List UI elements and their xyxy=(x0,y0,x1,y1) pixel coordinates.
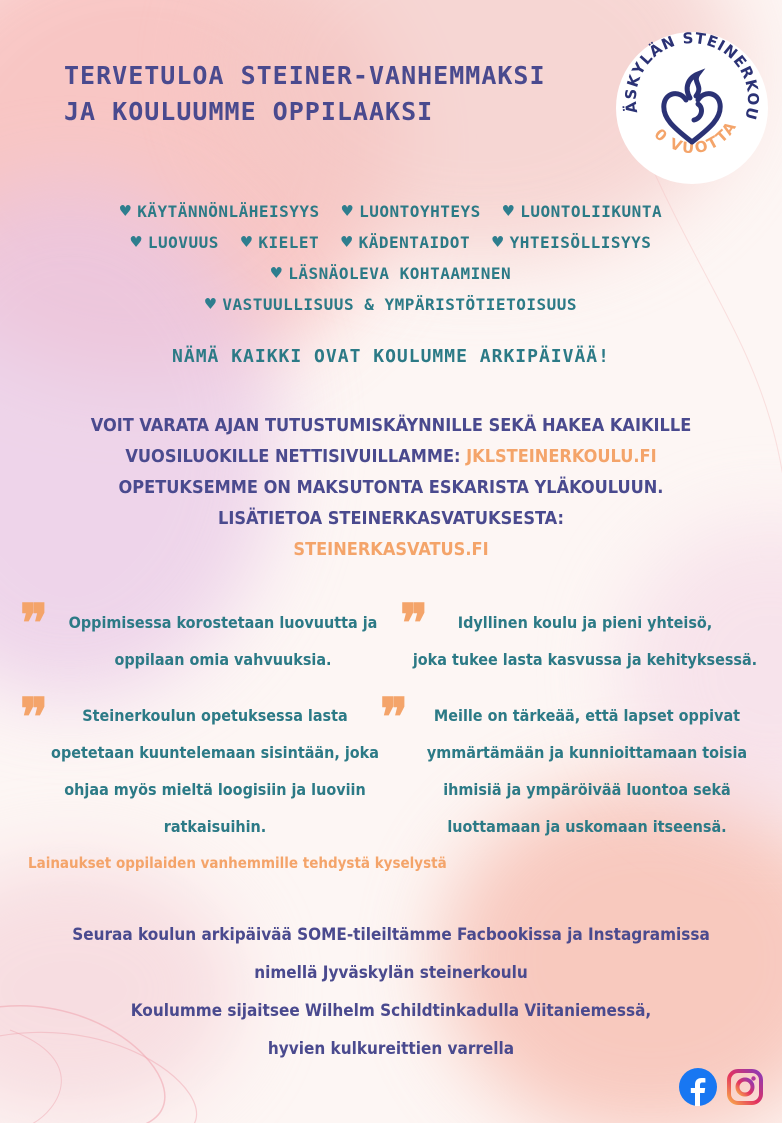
follow-line: hyvien kulkureittien varrella xyxy=(267,1039,515,1059)
values-row xyxy=(20,227,762,258)
quotes-source: Lainaukset oppilaiden vanhemmille tehdystä kyselystä xyxy=(28,854,447,872)
title-line-1: TERVETULOA STEINER-VANHEMMAKSI xyxy=(64,61,546,90)
visit-info xyxy=(40,410,742,565)
follow-info xyxy=(20,916,762,1068)
quote-line: ihmisiä ja ympäröivää luontoa sekä xyxy=(443,780,731,799)
value-item: ♥ LUONTOLIIKUNTA xyxy=(502,201,663,222)
value-item: ♥ KÄYTÄNNÖNLÄHEISYYS xyxy=(119,201,320,222)
visit-line: VUOSILUOKILLE NETTISIVUILLAMME: JKLSTEINERKOULU.FI xyxy=(125,446,657,467)
quote-line: ohjaa myös mieltä loogisiin ja luoviin xyxy=(64,780,366,799)
heart-icon: ♥ xyxy=(341,201,354,222)
heart-icon: ♥ xyxy=(341,232,353,253)
values-row xyxy=(20,289,762,320)
logo-ring-text: ÄSKYLÄN STEINERKOU xyxy=(621,30,763,123)
quote-mark-icon: ❞ xyxy=(20,687,48,748)
visit-line: VOIT VARATA AJAN TUTUSTUMISKÄYNNILLE SEKÄ HAKEA KAIKILLE xyxy=(90,415,692,436)
quote-line: Idyllinen koulu ja pieni yhteisö, xyxy=(457,613,713,632)
quote-4 xyxy=(404,697,770,845)
quote-line: ymmärtämään ja kunnioittamaan toisia xyxy=(426,743,748,762)
logo-anniversary-text: 0 VUOTTA xyxy=(650,117,741,158)
value-item: ♥ KÄDENTAIDOT xyxy=(341,232,471,253)
quote-1 xyxy=(50,604,396,678)
value-item: ♥ YHTEISÖLLISYYS xyxy=(492,232,652,253)
quote-line: luottamaan ja uskomaan itseensä. xyxy=(447,817,727,836)
quote-mark-icon: ❞ xyxy=(400,593,428,654)
title-line-2: JA KOULUUMME OPPILAAKSI xyxy=(64,97,434,126)
heart-icon: ♥ xyxy=(130,232,142,253)
quote-line: ratkaisuihin. xyxy=(163,817,267,836)
quote-line: Oppimisessa korostetaan luovuutta ja xyxy=(68,613,378,632)
visit-line: OPETUKSEMME ON MAKSUTONTA ESKARISTA YLÄKOULUUN. xyxy=(118,477,664,498)
values-row xyxy=(20,196,762,227)
follow-line: nimellä Jyväskylän steinerkoulu xyxy=(254,963,528,983)
quote-line: opetetaan kuuntelemaan sisintään, joka xyxy=(51,743,379,762)
heart-icon: ♥ xyxy=(270,263,283,284)
slogan: NÄMÄ KAIKKI OVAT KOULUMME ARKIPÄIVÄÄ! xyxy=(172,346,610,367)
quote-line: oppilaan omia vahvuuksia. xyxy=(114,650,332,669)
quote-3 xyxy=(30,697,400,845)
value-item: ♥ LÄSNÄOLEVA KOHTAAMINEN xyxy=(270,263,512,284)
heart-icon: ♥ xyxy=(502,201,515,222)
values-list xyxy=(20,196,762,320)
school-logo xyxy=(614,30,770,186)
quote-mark-icon: ❞ xyxy=(20,593,48,654)
heart-icon: ♥ xyxy=(119,201,132,222)
facebook-icon[interactable] xyxy=(679,1068,717,1106)
heart-icon: ♥ xyxy=(205,294,217,315)
values-row xyxy=(20,258,762,289)
quote-line: Meille on tärkeää, että lapset oppivat xyxy=(433,706,741,725)
value-item: ♥ LUONTOYHTEYS xyxy=(341,201,481,222)
heart-icon: ♥ xyxy=(492,232,504,253)
quote-line: joka tukee lasta kasvussa ja kehityksessä. xyxy=(412,650,758,669)
value-item: ♥ LUOVUUS xyxy=(130,232,219,253)
quote-2 xyxy=(394,604,776,678)
visit-line: LISÄTIETOA STEINERKASVATUKSESTA: xyxy=(218,508,564,529)
follow-line: Seuraa koulun arkipäivää SOME-tileiltämme Facbookissa ja Instagramissa xyxy=(72,925,710,945)
value-item: ♥ VASTUULLISUUS & YMPÄRISTÖTIETOISUUS xyxy=(205,294,577,315)
follow-line: Koulumme sijaitsee Wilhelm Schildtinkadulla Viitaniemessä, xyxy=(130,1001,652,1021)
heart-icon: ♥ xyxy=(240,232,253,253)
page-title xyxy=(64,58,604,130)
instagram-icon[interactable] xyxy=(726,1068,764,1106)
quote-line: Steinerkoulun opetuksessa lasta xyxy=(82,706,348,725)
value-item: ♥ KIELET xyxy=(240,232,320,253)
steinerkasvatus-link[interactable]: STEINERKASVATUS.FI xyxy=(293,539,489,560)
quote-mark-icon: ❞ xyxy=(380,687,408,748)
school-website-link[interactable]: JKLSTEINERKOULU.FI xyxy=(466,446,657,467)
